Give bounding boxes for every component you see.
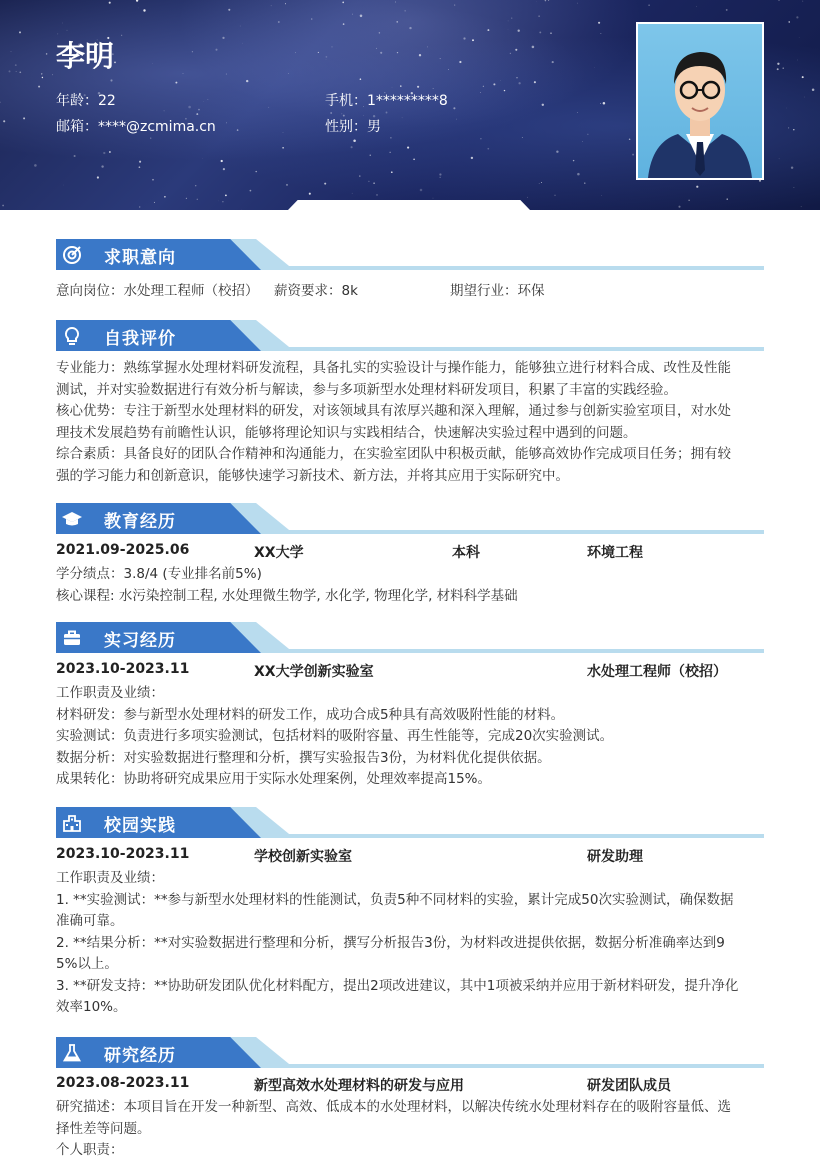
school-name: XX大学 (254, 542, 304, 562)
section-header-self-eval (56, 320, 764, 354)
header-banner (0, 0, 820, 210)
section-header-research (56, 1037, 764, 1071)
section-title: 求职意向 (104, 243, 176, 268)
internship-line: 成果转化：协助将研究成果应用于实际水处理案例，处理效率提高15%。 (56, 769, 768, 791)
education-period: 2021.09-2025.06 (56, 542, 189, 558)
campus-line: 1. **实验测试：**参与新型水处理材料的性能测试，负责5种不同材料的实验，累计完成50次实验测试，确保数据 (56, 890, 768, 912)
education-row (56, 542, 768, 564)
education-line: 核心课程: 水污染控制工程, 水处理微生物学, 水化学, 物理化学, 材料科学基础 (56, 586, 768, 608)
campus-line: 2. **结果分析：**对实验数据进行整理和分析，撰写分析报告3份，为材料改进提供依据，数据分析准确率达到9 (56, 933, 768, 955)
gender-text: 性别：男 (325, 116, 381, 136)
expected-industry: 期望行业：环保 (450, 281, 545, 303)
briefcase-icon (61, 627, 83, 649)
internship-line: 数据分析：对实验数据进行整理和分析，撰写实验报告3份，为材料优化提供依据。 (56, 748, 768, 770)
phone-text: 手机：1*********8 (325, 90, 448, 110)
campus-line: 3. **研发支持：**协助研发团队优化材料配方，提出2项改进建议，其中1项被采纳并应用于新材料研发，提升净化 (56, 976, 768, 998)
campus-org: 学校创新实验室 (254, 846, 352, 866)
target-icon (61, 244, 83, 266)
internship-body (56, 683, 768, 791)
internship-org: XX大学创新实验室 (254, 661, 374, 681)
section-title: 实习经历 (104, 626, 176, 651)
internship-line: 实验测试：负责进行多项实验测试，包括材料的吸附容量、再生性能等，完成20次实验测试。 (56, 726, 768, 748)
research-line: 个人职责： (56, 1140, 768, 1162)
research-line: 择性差等问题。 (56, 1119, 768, 1141)
research-body (56, 1097, 768, 1162)
candidate-name: 李明 (56, 34, 114, 75)
degree: 本科 (452, 542, 480, 562)
campus-period: 2023.10-2023.11 (56, 846, 189, 862)
section-header-education (56, 503, 764, 537)
self-eval-line: 综合素质：具备良好的团队合作精神和沟通能力，在实验室团队中积极贡献，能够高效协作完成项目任务；拥有较 (56, 444, 768, 466)
internship-row (56, 661, 768, 683)
section-header-campus (56, 807, 764, 841)
section-header-internship (56, 622, 764, 656)
self-eval-body (56, 358, 768, 487)
campus-role: 研发助理 (587, 846, 643, 866)
flask-icon (61, 1042, 83, 1064)
campus-line: 准确可靠。 (56, 911, 768, 933)
salary-expectation: 薪资要求：8k (274, 281, 358, 303)
building-icon (61, 812, 83, 834)
campus-line: 工作职责及业绩： (56, 868, 768, 890)
self-eval-line: 理技术发展趋势有前瞻性认识，能够将理论知识与实践相结合，快速解决实验过程中遇到的问题。 (56, 423, 768, 445)
self-eval-line: 测试，并对实验数据进行有效分析与解读，参与多项新型水处理材料研发项目，积累了丰富的实践经验。 (56, 380, 768, 402)
intended-position: 意向岗位：水处理工程师（校招） (56, 283, 259, 299)
section-header-job-intention (56, 239, 764, 273)
campus-line: 5%以上。 (56, 954, 768, 976)
section-title: 校园实践 (104, 811, 176, 836)
internship-period: 2023.10-2023.11 (56, 661, 189, 677)
research-line: 研究描述：本项目旨在开发一种新型、高效、低成本的水处理材料，以解决传统水处理材料存在的吸附容量低、选 (56, 1097, 768, 1119)
internship-role: 水处理工程师（校招） (587, 661, 727, 681)
campus-body (56, 868, 768, 1019)
bulb-icon (61, 325, 83, 347)
research-row (56, 1075, 768, 1097)
major: 环境工程 (587, 542, 643, 562)
header-notch (288, 200, 530, 210)
research-project: 新型高效水处理材料的研发与应用 (254, 1075, 464, 1095)
education-body (56, 564, 768, 607)
section-title: 教育经历 (104, 507, 176, 532)
email-text: 邮箱：****@zcmima.cn (56, 116, 216, 136)
campus-line: 效率10%。 (56, 997, 768, 1019)
self-eval-line: 专业能力：熟练掌握水处理材料研发流程，具备扎实的实验设计与操作能力，能够独立进行材料合成、改性及性能 (56, 358, 768, 380)
section-title: 研究经历 (104, 1041, 176, 1066)
education-line: 学分绩点：3.8/4 (专业排名前5%) (56, 564, 768, 586)
section-title: 自我评价 (104, 324, 176, 349)
job-intention-row (56, 281, 768, 303)
age-text: 年龄：22 (56, 90, 116, 110)
self-eval-line: 强的学习能力和创新意识，能够快速学习新技术、新方法，并将其应用于实际研究中。 (56, 466, 768, 488)
profile-photo (636, 22, 764, 180)
graduation-cap-icon (61, 508, 83, 530)
campus-row (56, 846, 768, 868)
internship-line: 工作职责及业绩： (56, 683, 768, 705)
self-eval-line: 核心优势：专注于新型水处理材料的研发，对该领域具有浓厚兴趣和深入理解，通过参与创新实验室项目，对水处 (56, 401, 768, 423)
research-role: 研发团队成员 (587, 1075, 671, 1095)
research-period: 2023.08-2023.11 (56, 1075, 189, 1091)
internship-line: 材料研发：参与新型水处理材料的研发工作，成功合成5种具有高效吸附性能的材料。 (56, 705, 768, 727)
